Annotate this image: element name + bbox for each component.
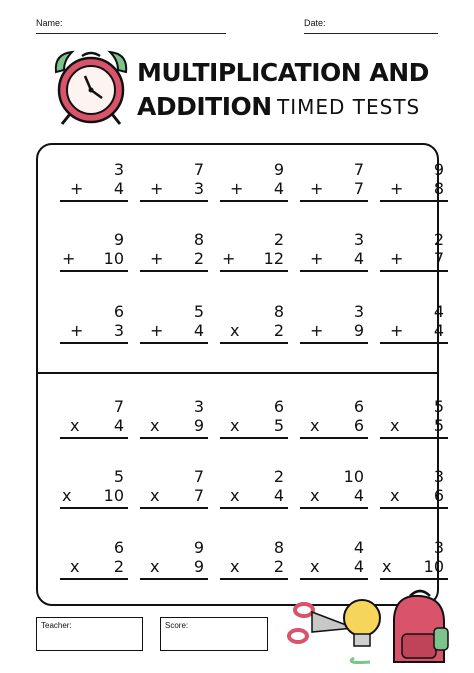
- answer-line[interactable]: [140, 507, 208, 509]
- score-label: Score:: [165, 621, 189, 630]
- problem-top-number: 6: [113, 302, 124, 321]
- problem-operator: x: [230, 416, 240, 435]
- title-line-2: ADDITION: [137, 92, 272, 121]
- problem-operator: x: [70, 557, 80, 576]
- problem-operator: x: [230, 321, 240, 340]
- problem-bottom-number: 4: [273, 486, 284, 505]
- backpack-icon: [394, 591, 448, 662]
- problem-bottom-row: [218, 486, 288, 505]
- problem-item: [218, 230, 288, 272]
- problem-item: [138, 160, 208, 202]
- problem-bottom-number: 3: [113, 321, 124, 340]
- problem-bottom-number: 6: [353, 416, 364, 435]
- problem-bottom-number: 4: [273, 179, 284, 198]
- problem-top-number: 9: [273, 160, 284, 179]
- problem-bottom-row: [218, 179, 288, 198]
- title-line-3: TIMED TESTS: [277, 95, 421, 119]
- problem-bottom-number: 6: [433, 486, 444, 505]
- problem-bottom-number: 10: [103, 486, 124, 505]
- problem-bottom-row: [138, 416, 208, 435]
- problem-operator: +: [390, 179, 404, 198]
- problem-item: [138, 467, 208, 509]
- teacher-box[interactable]: [36, 617, 143, 651]
- answer-line[interactable]: [140, 578, 208, 580]
- answer-line[interactable]: [300, 437, 368, 439]
- problem-top-number: 6: [113, 538, 124, 557]
- section-divider: [38, 372, 437, 374]
- problem-operator: +: [230, 179, 244, 198]
- teacher-label: Teacher:: [41, 621, 72, 630]
- problem-bottom-number: 4: [113, 179, 124, 198]
- answer-line[interactable]: [60, 200, 128, 202]
- problem-item: [378, 467, 448, 509]
- problem-top-number: 5: [193, 302, 204, 321]
- problem-item: [58, 160, 128, 202]
- problem-bottom-row: [138, 486, 208, 505]
- answer-line[interactable]: [60, 270, 128, 272]
- answer-line[interactable]: [60, 507, 128, 509]
- problem-bottom-number: 4: [193, 321, 204, 340]
- problem-operator: +: [310, 249, 324, 268]
- problem-operator: x: [390, 416, 400, 435]
- problem-top-number: 8: [273, 538, 284, 557]
- name-line[interactable]: [36, 33, 226, 34]
- problem-bottom-number: 2: [273, 321, 284, 340]
- problem-bottom-number: 7: [353, 179, 364, 198]
- problem-bottom-row: [298, 249, 368, 268]
- problem-top-number: 4: [353, 538, 364, 557]
- alarm-clock-icon: [50, 46, 132, 128]
- answer-line[interactable]: [300, 342, 368, 344]
- problem-top-number: 8: [273, 302, 284, 321]
- problem-operator: +: [150, 249, 164, 268]
- answer-line[interactable]: [300, 578, 368, 580]
- problem-item: [378, 230, 448, 272]
- problems-panel: [36, 143, 444, 606]
- problem-bottom-row: [378, 486, 448, 505]
- problem-bottom-number: 7: [193, 486, 204, 505]
- answer-line[interactable]: [300, 200, 368, 202]
- problem-bottom-row: [58, 557, 128, 576]
- problem-bottom-row: [378, 321, 448, 340]
- problem-operator: x: [150, 486, 160, 505]
- problem-item: [298, 230, 368, 272]
- problem-top-number: 8: [193, 230, 204, 249]
- answer-line[interactable]: [60, 578, 128, 580]
- problem-operator: +: [222, 249, 236, 268]
- problem-bottom-row: [138, 557, 208, 576]
- problem-operator: x: [150, 557, 160, 576]
- problem-item: [218, 467, 288, 509]
- date-line[interactable]: [304, 33, 438, 34]
- light-bulb-icon: [344, 600, 380, 663]
- problem-bottom-row: [218, 249, 288, 268]
- answer-line[interactable]: [380, 270, 448, 272]
- problem-item: [58, 397, 128, 439]
- problem-bottom-number: 10: [423, 557, 444, 576]
- answer-line[interactable]: [140, 200, 208, 202]
- problem-operator: x: [310, 486, 320, 505]
- problem-top-number: 3: [433, 538, 444, 557]
- answer-line[interactable]: [380, 578, 448, 580]
- problem-bottom-row: [138, 249, 208, 268]
- problem-top-number: 6: [273, 397, 284, 416]
- problem-bottom-row: [218, 321, 288, 340]
- problem-item: [218, 397, 288, 439]
- problem-operator: +: [310, 321, 324, 340]
- problem-bottom-row: [58, 249, 128, 268]
- answer-line[interactable]: [380, 200, 448, 202]
- problem-top-number: 3: [353, 230, 364, 249]
- problem-item: [58, 302, 128, 344]
- problem-operator: +: [310, 179, 324, 198]
- problem-item: [218, 160, 288, 202]
- problem-top-number: 3: [193, 397, 204, 416]
- problem-bottom-number: 7: [433, 249, 444, 268]
- problem-bottom-row: [298, 321, 368, 340]
- problem-bottom-number: 12: [263, 249, 284, 268]
- problem-bottom-number: 4: [113, 416, 124, 435]
- problem-top-number: 7: [113, 397, 124, 416]
- score-box[interactable]: [160, 617, 268, 651]
- problem-bottom-row: [218, 557, 288, 576]
- problem-bottom-row: [378, 249, 448, 268]
- problem-bottom-number: 3: [193, 179, 204, 198]
- problem-item: [138, 538, 208, 580]
- answer-line[interactable]: [220, 200, 288, 202]
- problem-item: [218, 302, 288, 344]
- problem-item: [58, 467, 128, 509]
- problem-operator: +: [390, 321, 404, 340]
- problem-item: [378, 160, 448, 202]
- problem-item: [298, 538, 368, 580]
- problem-bottom-number: 4: [353, 557, 364, 576]
- name-label: Name:: [36, 18, 63, 28]
- answer-line[interactable]: [140, 437, 208, 439]
- problem-top-number: 5: [433, 397, 444, 416]
- problem-item: [138, 230, 208, 272]
- problem-bottom-number: 10: [103, 249, 124, 268]
- problem-bottom-row: [58, 486, 128, 505]
- problem-top-number: 10: [343, 467, 364, 486]
- problem-bottom-number: 9: [193, 557, 204, 576]
- problem-bottom-number: 2: [113, 557, 124, 576]
- problem-top-number: 2: [273, 230, 284, 249]
- problem-bottom-row: [298, 416, 368, 435]
- problem-operator: x: [310, 557, 320, 576]
- problem-item: [138, 397, 208, 439]
- problem-bottom-number: 4: [353, 249, 364, 268]
- problem-top-number: 4: [433, 302, 444, 321]
- problem-bottom-number: 9: [353, 321, 364, 340]
- problem-top-number: 9: [193, 538, 204, 557]
- problem-bottom-number: 5: [433, 416, 444, 435]
- problem-top-number: 5: [113, 467, 124, 486]
- problem-top-number: 7: [353, 160, 364, 179]
- problem-operator: +: [70, 321, 84, 340]
- problem-top-number: 3: [113, 160, 124, 179]
- problem-item: [138, 302, 208, 344]
- answer-line[interactable]: [220, 507, 288, 509]
- problem-top-number: 6: [353, 397, 364, 416]
- problem-bottom-row: [298, 486, 368, 505]
- problem-bottom-number: 2: [193, 249, 204, 268]
- answer-line[interactable]: [60, 342, 128, 344]
- problem-bottom-number: 4: [433, 321, 444, 340]
- problem-bottom-row: [138, 321, 208, 340]
- problem-item: [58, 538, 128, 580]
- problem-operator: x: [382, 557, 392, 576]
- problem-top-number: 3: [433, 467, 444, 486]
- answer-line[interactable]: [220, 437, 288, 439]
- answer-line[interactable]: [380, 437, 448, 439]
- answer-line[interactable]: [300, 270, 368, 272]
- problem-item: [378, 302, 448, 344]
- school-supplies-illustration: [284, 588, 456, 668]
- problem-top-number: 2: [433, 230, 444, 249]
- answer-line[interactable]: [220, 270, 288, 272]
- problem-operator: +: [150, 179, 164, 198]
- answer-line[interactable]: [300, 507, 368, 509]
- problem-bottom-number: 5: [273, 416, 284, 435]
- answer-line[interactable]: [380, 342, 448, 344]
- problem-operator: x: [62, 486, 72, 505]
- answer-line[interactable]: [60, 437, 128, 439]
- problem-operator: +: [70, 179, 84, 198]
- problem-item: [378, 538, 448, 580]
- problem-item: [218, 538, 288, 580]
- answer-line[interactable]: [220, 342, 288, 344]
- problem-bottom-row: [138, 179, 208, 198]
- problem-item: [298, 302, 368, 344]
- problem-operator: x: [230, 557, 240, 576]
- problem-item: [298, 467, 368, 509]
- problem-bottom-row: [298, 179, 368, 198]
- problem-bottom-row: [298, 557, 368, 576]
- problem-operator: +: [62, 249, 76, 268]
- problem-item: [298, 397, 368, 439]
- problem-bottom-number: 4: [353, 486, 364, 505]
- problem-top-number: 7: [193, 160, 204, 179]
- problem-operator: x: [230, 486, 240, 505]
- problem-operator: +: [150, 321, 164, 340]
- problem-item: [58, 230, 128, 272]
- problem-bottom-row: [378, 557, 448, 576]
- problem-bottom-row: [378, 179, 448, 198]
- problem-top-number: 9: [433, 160, 444, 179]
- problem-top-number: 3: [353, 302, 364, 321]
- problem-top-number: 9: [113, 230, 124, 249]
- problem-bottom-number: 9: [193, 416, 204, 435]
- problem-bottom-number: 2: [273, 557, 284, 576]
- problem-operator: x: [150, 416, 160, 435]
- answer-line[interactable]: [140, 342, 208, 344]
- problem-operator: x: [390, 486, 400, 505]
- problem-bottom-row: [58, 416, 128, 435]
- answer-line[interactable]: [220, 578, 288, 580]
- problem-top-number: 7: [193, 467, 204, 486]
- answer-line[interactable]: [380, 507, 448, 509]
- problem-bottom-row: [218, 416, 288, 435]
- problem-operator: +: [390, 249, 404, 268]
- title-line-1: MULTIPLICATION AND: [137, 58, 429, 87]
- answer-line[interactable]: [140, 270, 208, 272]
- problem-operator: x: [70, 416, 80, 435]
- date-label: Date:: [304, 18, 326, 28]
- problem-top-number: 2: [273, 467, 284, 486]
- problem-bottom-number: 8: [433, 179, 444, 198]
- problem-operator: x: [310, 416, 320, 435]
- problem-item: [378, 397, 448, 439]
- problem-bottom-row: [378, 416, 448, 435]
- problem-bottom-row: [58, 321, 128, 340]
- problem-bottom-row: [58, 179, 128, 198]
- problem-item: [298, 160, 368, 202]
